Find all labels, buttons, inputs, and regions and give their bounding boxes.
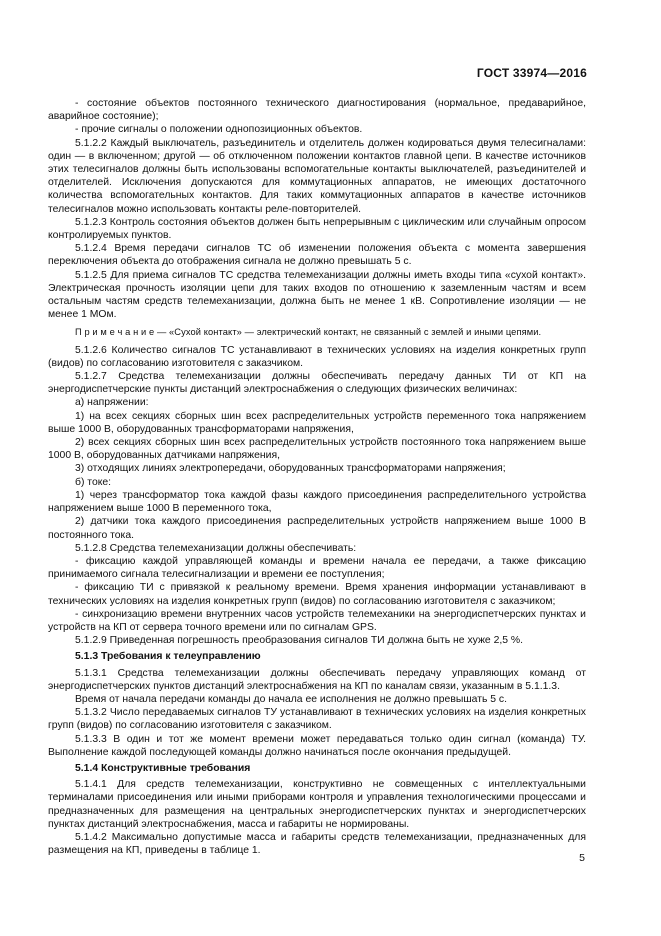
body-paragraph: 5.1.3.3 В один и тот же момент времени может передаваться только один сигнал (команда) ТУ. Выполнение каждой последующей команды должно начинаться после окончания предыдущей. — [48, 733, 586, 758]
body-paragraph: а) напряжении: — [75, 397, 149, 409]
body-paragraph: 2) датчики тока каждого присоединения распределительных устройств напряжением выше 1000 В постоянного тока. — [48, 516, 586, 541]
body-paragraph: 2) всех секциях сборных шин всех распределительных устройств постоянного тока напряжением выше 1000 В, оборудованных датчиками напряжения, — [48, 437, 586, 462]
body-paragraph: 1) на всех секциях сборных шин всех распределительных устройств переменного тока напряжением выше 1000 В, оборудованных трансформаторами напряжения, — [48, 410, 586, 435]
body-paragraph: - состояние объектов постоянного технического диагностирования (нормальное, предаварийное, аварийное состояние); — [48, 98, 586, 123]
body-paragraph: 5.1.2.7 Средства телемеханизации должны обеспечивать передачу данных ТИ от КП на энергодиспетчерские пункты дистанций электроснабжения о следующих физических величинах: — [48, 371, 586, 396]
section-heading: 5.1.4 Конструктивные требования — [75, 762, 251, 774]
document-body — [48, 97, 586, 857]
section-heading: 5.1.3 Требования к телеуправлению — [75, 651, 261, 663]
body-paragraph: 5.1.2.4 Время передачи сигналов ТС об изменении положения объекта с момента завершения переключения объекта до отображения сигнала не должно превышать 5 с. — [48, 243, 586, 268]
body-paragraph: Время от начала передачи команды до начала ее исполнения не должно превышать 5 с. — [75, 693, 508, 705]
body-paragraph: б) токе: — [75, 476, 112, 488]
body-paragraph: 5.1.4.2 Максимально допустимые масса и габариты средств телемеханизации, предназначенных для размещения на КП, приведены в таблице 1. — [48, 831, 586, 857]
body-paragraph: 5.1.2.8 Средства телемеханизации должны обеспечивать: — [75, 542, 357, 554]
document-header: ГОСТ 33974—2016 — [476, 66, 587, 80]
body-paragraph: - синхронизацию времени внутренних часов устройств телемеханики на энергодиспетчерских пунктах и устройств на КП от сервера точного времени или по сигналам GPS. — [48, 608, 586, 633]
body-paragraph: 5.1.3.2 Число передаваемых сигналов ТУ устанавливают в технических условиях на изделия конкретных групп (видов) по согласованию изготовителя с заказчиком. — [48, 707, 586, 732]
body-paragraph: 5.1.2.9 Приведенная погрешность преобразования сигналов ТИ должна быть не хуже 2,5 %. — [75, 635, 524, 647]
body-paragraph: 1) через трансформатор тока каждой фазы каждого присоединения распределительного устройства напряжением выше 1000 В переменного тока, — [48, 489, 586, 515]
page-number: 5 — [579, 852, 585, 864]
body-paragraph: - фиксацию ТИ с привязкой к реальному времени. Время хранения информации устанавливают в технических условиях на изделия конкретных групп (видов) по согласованию изготовителя с заказчиком; — [48, 582, 586, 607]
body-paragraph: 5.1.2.2 Каждый выключатель, разъединитель и отделитель должен кодироваться двумя телесигналами: один — в включенном; другой — об отключенном положении контактов главной цепи. В качестве источников этих телесигналов должны быть использованы вспомогательные контакты выключателей, разъединителей и отделителей. Исключения допускаются для коммутационных аппаратов, не имеющих достаточного количества вспомогательных контактов. Для таких коммутационных аппаратов в качестве источников телесигналов можно использовать контакты реле-повторителей. — [48, 137, 586, 215]
note-paragraph: П р и м е ч а н и е — «Сухой контакт» — электрический контакт, не связанный с землей и иными цепями. — [75, 327, 542, 338]
body-paragraph: 5.1.2.6 Количество сигналов ТС устанавливают в технических условиях на изделия конкретных групп (видов) по согласованию изготовителя с заказчиком. — [48, 344, 586, 369]
body-paragraph: 3) отходящих линиях электропередачи, оборудованных трансформаторами напряжения; — [75, 463, 506, 475]
body-paragraph: 5.1.2.5 Для приема сигналов ТС средства телемеханизации должны иметь входы типа «сухой контакт». Электрическая прочность изоляции цепи для таких входов по отношению к заземленным частям и всем остальным частям средств телемеханизации, должна быть не менее 1 кВ. Сопротивление изоляции — не менее 1 МОм. — [48, 269, 586, 321]
body-paragraph: - прочие сигналы о положении однопозиционных объектов. — [75, 124, 363, 136]
body-paragraph: - фиксацию каждой управляющей команды и времени начала ее передачи, а также фиксацию принимаемого сигнала телесигнализации и времени ее поступления; — [48, 555, 586, 581]
body-paragraph: 5.1.4.1 Для средств телемеханизации, конструктивно не совмещенных с интеллектуальными терминалами присоединения или иными приборами контроля и управления технологическими процессами и предназначенных для размещения на центральных энергодиспетчерских пунктах и энергодиспетчерских пунктах дистанций электроснабжения, масса и габариты не нормированы. — [48, 779, 586, 830]
body-paragraph: 5.1.3.1 Средства телемеханизации должны обеспечивать передачу управляющих команд от энергодиспетчерских пунктов дистанций электроснабжения на КП по каналам связи, указанным в 5.1.1.3. — [48, 667, 586, 692]
body-paragraph: 5.1.2.3 Контроль состояния объектов должен быть непрерывным с циклическим или случайным опросом контролируемых пунктов. — [48, 216, 586, 242]
